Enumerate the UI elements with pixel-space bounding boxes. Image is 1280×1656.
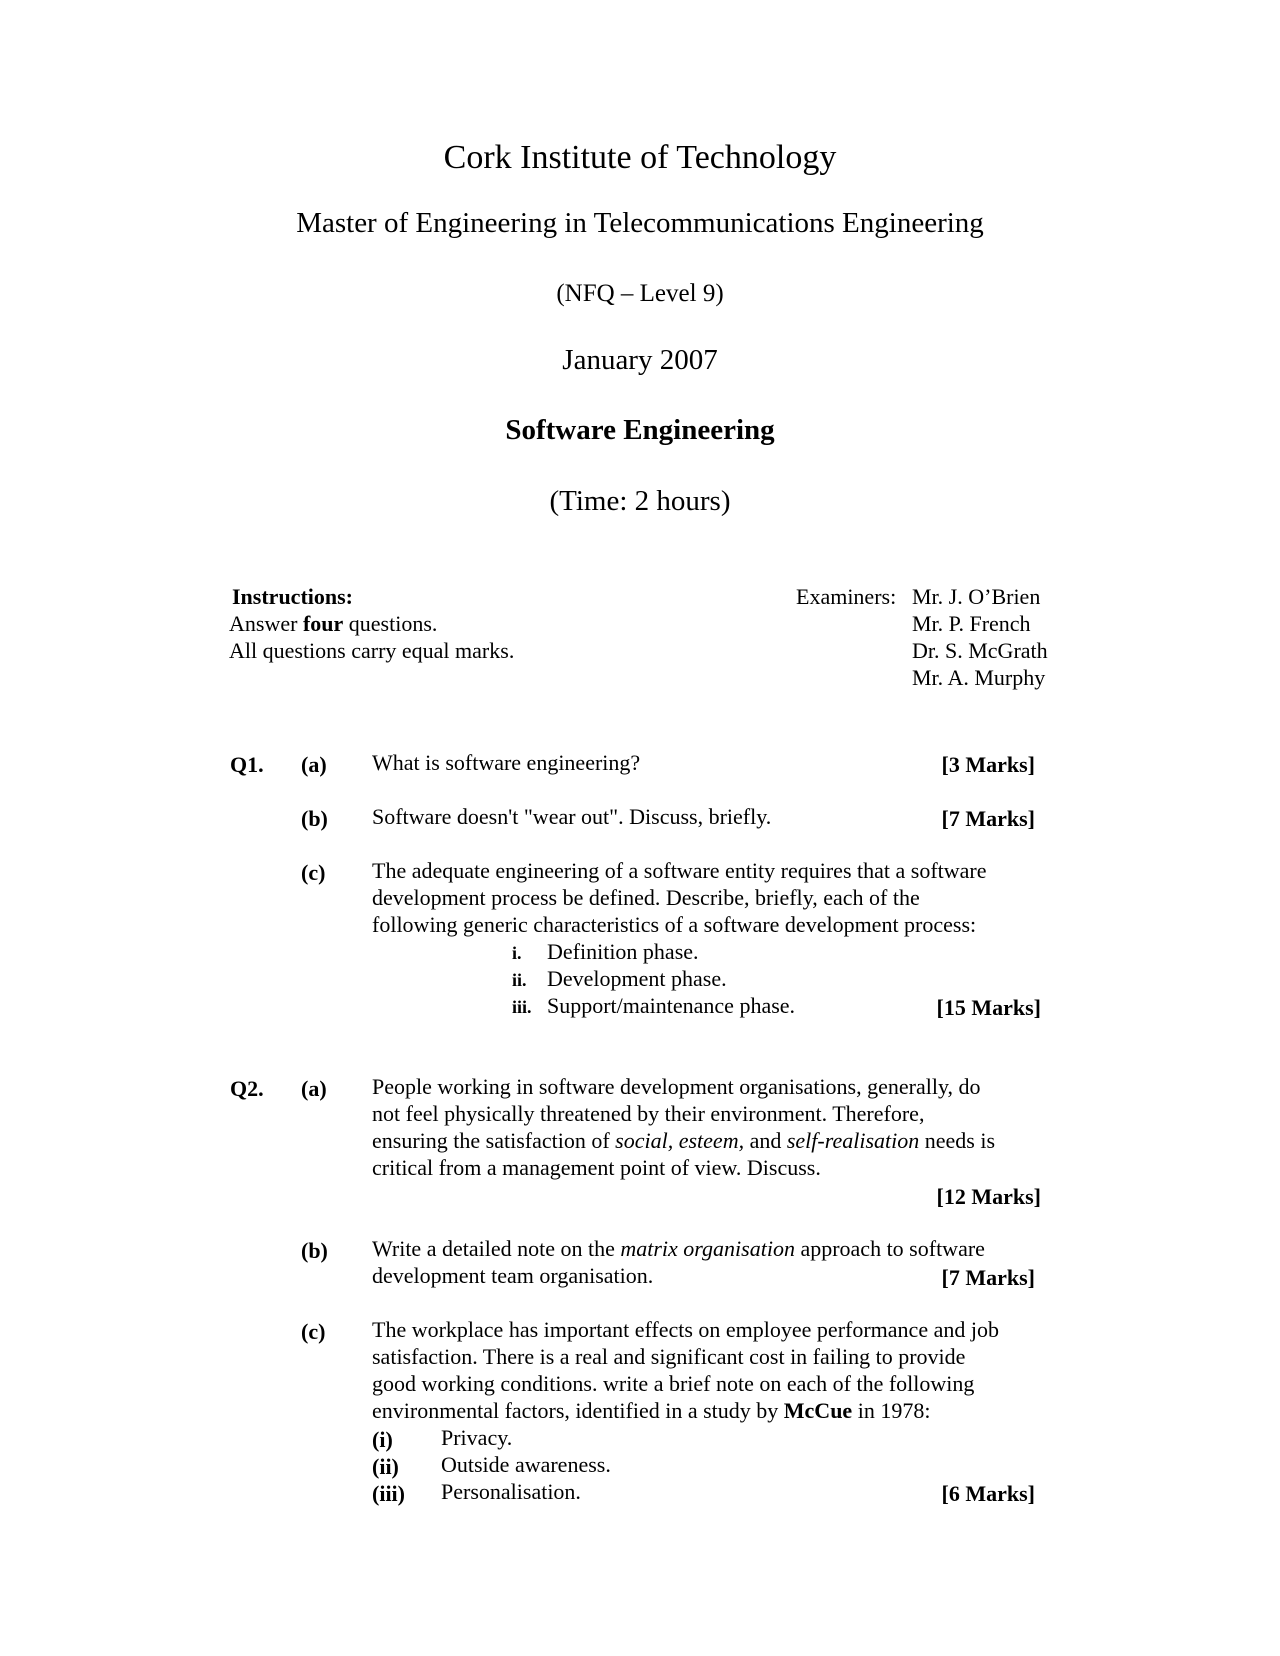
question-text: What is software engineering? [372, 750, 641, 775]
list-number: (ii) [372, 1454, 399, 1479]
question-text-emphasis: matrix organisation [620, 1236, 795, 1261]
list-number: ii. [512, 970, 527, 990]
subject-title: Software Engineering [505, 414, 775, 446]
question-text: development process be defined. Describe, briefly, each of the [372, 885, 920, 910]
list-item: Support/maintenance phase. [547, 993, 796, 1018]
list-item: Development phase. [547, 966, 727, 991]
instructions-emphasis: four [302, 611, 344, 636]
examiner-name: Mr. P. French [912, 611, 1031, 636]
question-text: critical from a management point of view. Discuss. [372, 1155, 821, 1180]
question-text: The workplace has important effects on employee performance and job [372, 1317, 999, 1342]
part-label: (b) [301, 1238, 328, 1263]
marks-label: [3 Marks] [941, 752, 1035, 777]
question-text-segment: in 1978: [852, 1398, 931, 1423]
list-item: Personalisation. [441, 1479, 581, 1504]
question-text-emphasis: McCue [783, 1398, 853, 1423]
list-number: iii. [512, 997, 532, 1017]
examiner-name: Mr. J. O’Brien [912, 584, 1041, 609]
marks-label: [15 Marks] [936, 995, 1041, 1020]
part-label: (a) [301, 1076, 327, 1101]
question-text-segment: approach to software [794, 1236, 985, 1261]
list-number: (iii) [372, 1481, 405, 1506]
programme-title: Master of Engineering in Telecommunications Engineering [296, 207, 984, 239]
instructions-line-1 [229, 610, 437, 637]
examiner-name: Mr. A. Murphy [912, 665, 1046, 690]
question-text [372, 1127, 995, 1154]
question-text: following generic characteristics of a software development process: [372, 912, 977, 937]
marks-label: [12 Marks] [936, 1184, 1041, 1209]
question-text-segment: and [744, 1128, 787, 1153]
list-number: i. [512, 943, 522, 963]
question-text-segment: ensuring the satisfaction of [372, 1128, 616, 1153]
question-number: Q2. [230, 1076, 264, 1101]
question-text: not feel physically threatened by their environment. Therefore, [372, 1101, 925, 1126]
question-text [372, 1397, 930, 1424]
question-text [372, 1235, 985, 1262]
marks-label: [7 Marks] [941, 806, 1035, 831]
nfq-level: (NFQ – Level 9) [556, 280, 724, 307]
instructions-line-2: All questions carry equal marks. [229, 638, 515, 663]
instructions-text: questions. [343, 611, 438, 636]
part-label: (c) [301, 860, 326, 885]
part-label: (c) [301, 1319, 326, 1344]
marks-label: [7 Marks] [941, 1265, 1035, 1290]
question-text-emphasis: social, esteem, [615, 1128, 745, 1153]
question-text: development team organisation. [372, 1263, 654, 1288]
part-label: (a) [301, 752, 327, 777]
examiners-label: Examiners: [796, 584, 897, 609]
question-number: Q1. [230, 752, 264, 777]
question-text: Software doesn't "wear out". Discuss, briefly. [372, 804, 772, 829]
examiner-name: Dr. S. McGrath [912, 638, 1048, 663]
question-text-segment: needs is [919, 1128, 996, 1153]
list-item: Definition phase. [547, 939, 699, 964]
instructions-text: Answer [229, 611, 303, 636]
instructions-heading: Instructions: [232, 584, 354, 609]
list-number: (i) [372, 1427, 393, 1452]
question-text: satisfaction. There is a real and significant cost in failing to provide [372, 1344, 966, 1369]
question-text: The adequate engineering of a software entity requires that a software [372, 858, 987, 883]
question-text: good working conditions. write a brief note on each of the following [372, 1371, 975, 1396]
question-text-segment: environmental factors, identified in a study by [372, 1398, 784, 1423]
question-text: People working in software development organisations, generally, do [372, 1074, 981, 1099]
part-label: (b) [301, 806, 328, 831]
question-text-segment: Write a detailed note on the [372, 1236, 621, 1261]
marks-label: [6 Marks] [941, 1481, 1035, 1506]
institution-title: Cork Institute of Technology [443, 139, 837, 176]
list-item: Outside awareness. [441, 1452, 611, 1477]
exam-date: January 2007 [562, 344, 718, 376]
list-item: Privacy. [441, 1425, 513, 1450]
question-text-emphasis: self-realisation [786, 1128, 920, 1153]
exam-duration: (Time: 2 hours) [549, 485, 731, 517]
